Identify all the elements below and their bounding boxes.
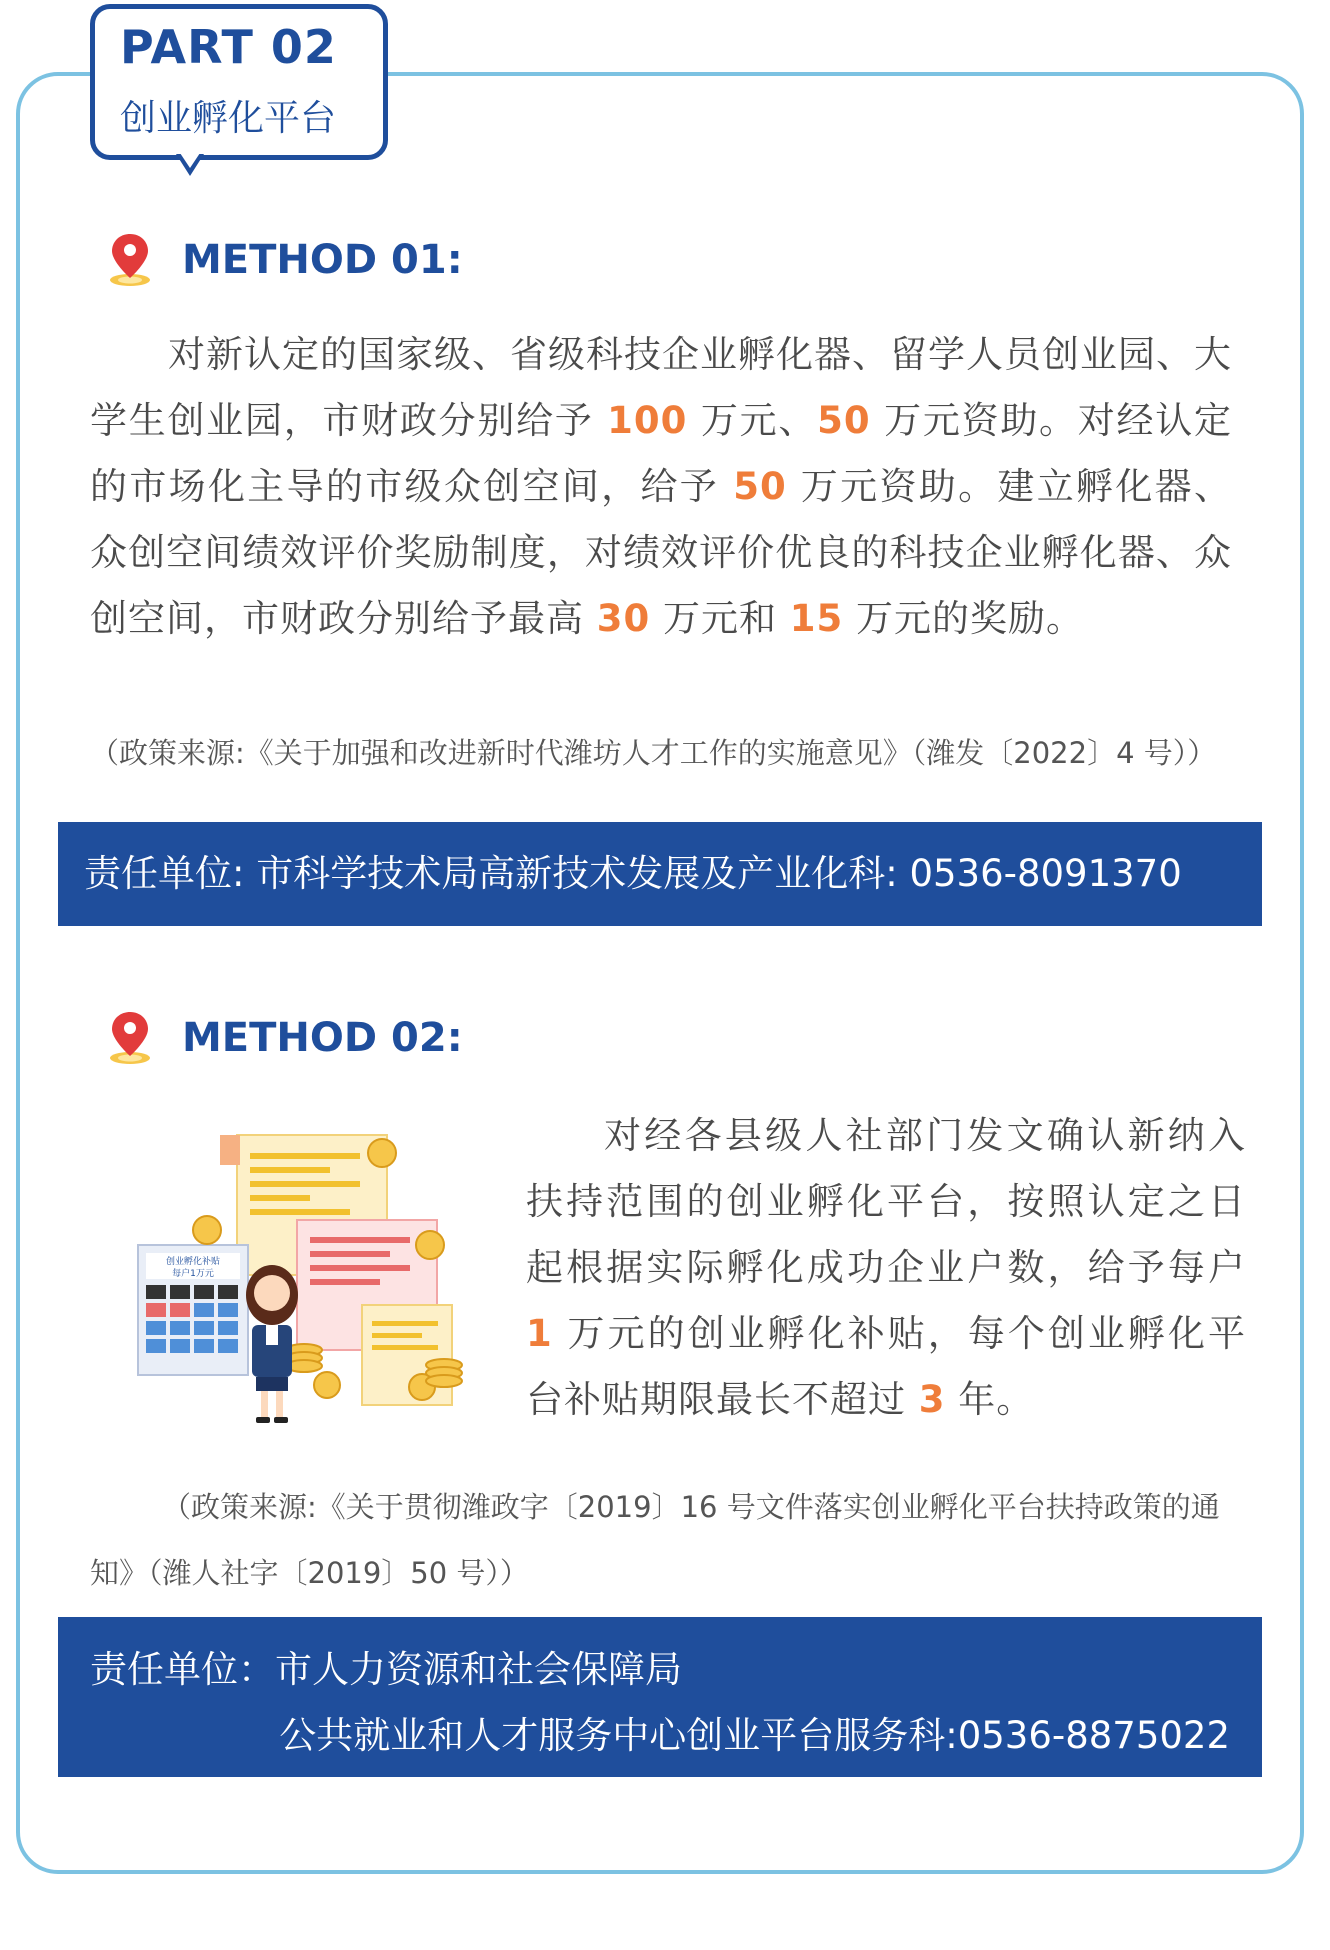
- part-title: PART 02: [120, 20, 337, 74]
- responsible-unit-line2: 公共就业和人才服务中心创业平台服务科:0536-8875022: [279, 1714, 1230, 1757]
- amount-highlight: 100: [607, 399, 688, 442]
- method-02-label: METHOD 02:: [182, 1015, 463, 1061]
- location-pin-icon: [108, 232, 152, 288]
- method-01-label: METHOD 01:: [182, 237, 463, 283]
- method-01-paragraph: 对新认定的国家级、省级科技企业孵化器、留学人员创业园、大学生创业园，市财政分别给予 100 万元、50 万元资助。对经认定的市场化主导的市级众创空间，给予 50 万元资助。建立孵化器、众创空间绩效评价奖励制度，对绩效评价优良的科技企业孵化器、众创空间，市财政分别给予最高 30 万元和 15 万元的奖励。: [90, 333, 1233, 640]
- method-01-heading: [108, 232, 463, 288]
- years-highlight: 3: [918, 1378, 946, 1421]
- amount-highlight: 15: [789, 597, 844, 640]
- method-01-source: （政策来源:《关于加强和改进新时代潍坊人才工作的实施意见》（潍发〔2022〕4 号））: [90, 736, 1217, 770]
- amount-highlight: 30: [596, 597, 651, 640]
- location-pin-icon: [108, 1010, 152, 1066]
- incubation-subsidy-illustration: [132, 1125, 472, 1425]
- method-01-responsible-bar: [58, 822, 1262, 926]
- responsible-unit-text: 责任单位: 市科学技术局高新技术发展及产业化科: 0536-8091370: [84, 852, 1182, 895]
- section-header-tag: [90, 4, 388, 160]
- method-02-heading: [108, 1010, 463, 1066]
- responsible-unit-line1: 责任单位：市人力资源和社会保障局: [90, 1648, 682, 1691]
- method-02-responsible-bar: [58, 1617, 1262, 1777]
- card-title: 创业孵化补贴: [165, 1257, 221, 1267]
- amount-highlight: 50: [733, 465, 787, 508]
- part-subtitle: 创业孵化平台: [120, 98, 337, 139]
- amount-highlight: 50: [817, 399, 871, 442]
- method-02-source: （政策来源:《关于贯彻潍政字〔2019〕16 号文件落实创业孵化平台扶持政策的通知》（潍人社字〔2019〕50 号））: [90, 1490, 1220, 1590]
- method-02-paragraph: 对经各县级人社部门发文确认新纳入扶持范围的创业孵化平台，按照认定之日起根据实际孵化成功企业户数，给予每户 1 万元的创业孵化补贴，每个创业孵化平台补贴期限最长不超过 3 年。: [526, 1114, 1246, 1421]
- card-subtitle: 每户1万元: [172, 1269, 214, 1279]
- amount-highlight: 1: [526, 1312, 553, 1355]
